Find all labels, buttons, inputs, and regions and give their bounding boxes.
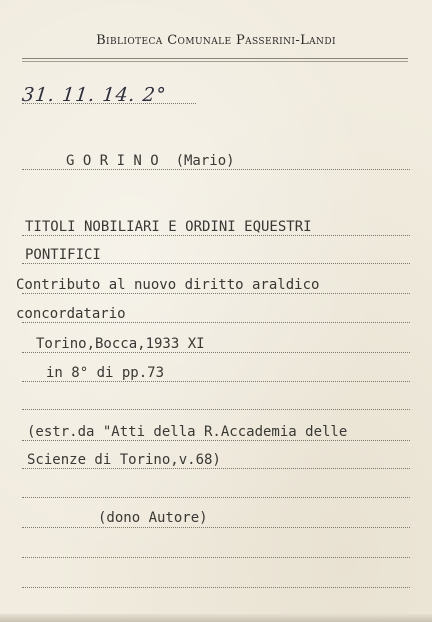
dotted-line <box>22 381 410 382</box>
dotted-line <box>22 557 410 558</box>
dotted-line <box>22 527 410 528</box>
dotted-line <box>22 409 410 410</box>
author-heading: G O R I N O (Mario) <box>66 153 235 169</box>
dotted-line <box>22 587 410 588</box>
library-header: Biblioteca Comunale Passerini-Landi <box>96 33 336 48</box>
dotted-line <box>22 497 410 498</box>
provenance-note: (dono Autore) <box>98 510 208 526</box>
title-line-2: PONTIFICI <box>25 247 101 263</box>
dotted-line <box>22 468 410 469</box>
title-line-4: concordatario <box>16 306 126 322</box>
header-rule-secondary <box>22 61 408 62</box>
dotted-line <box>22 352 410 353</box>
note-line-1: (estr.da "Atti della R.Accademia delle <box>27 424 348 440</box>
shelfmark: 31. 11. 14. 2° <box>20 84 168 106</box>
imprint: Torino,Bocca,1933 XI <box>36 336 205 352</box>
card-bottom-edge <box>0 614 432 622</box>
dotted-line <box>22 293 410 294</box>
author-dotted-line <box>22 169 410 170</box>
dotted-line <box>22 440 410 441</box>
dotted-line <box>22 322 410 323</box>
dotted-line <box>22 263 410 264</box>
shelfmark-dotted-line <box>22 103 196 104</box>
dotted-line <box>22 235 410 236</box>
note-line-2: Scienze di Torino,v.68) <box>27 452 221 468</box>
title-line-1: TITOLI NOBILIARI E ORDINI EQUESTRI <box>25 219 312 235</box>
header-rule <box>22 58 408 59</box>
collation: in 8° di pp.73 <box>46 365 165 381</box>
title-line-3: Contributo al nuovo diritto araldico <box>16 277 320 293</box>
